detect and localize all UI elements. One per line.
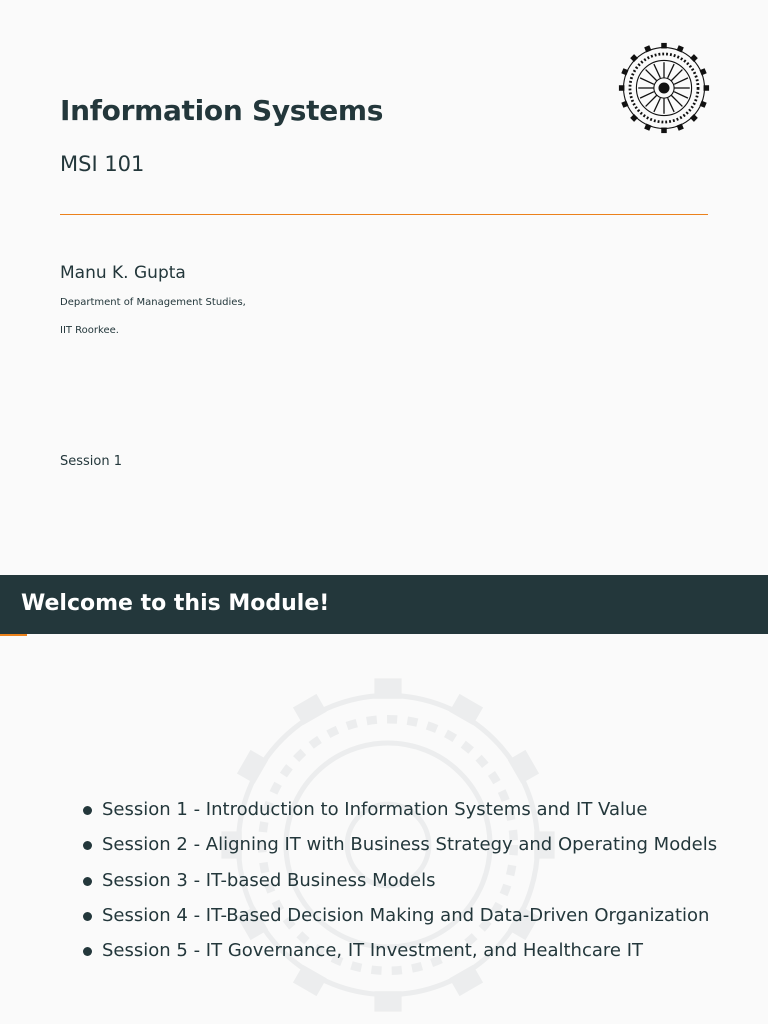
- bullet-icon: [83, 806, 92, 815]
- module-slide: [0, 575, 768, 1024]
- presentation-subtitle: MSI 101: [60, 152, 145, 176]
- frame-title: Welcome to this Module!: [21, 591, 330, 616]
- iit-roorkee-emblem-icon: [618, 42, 710, 134]
- list-item: [80, 827, 717, 862]
- session-item-label: Session 2 - Aligning IT with Business Strategy and Operating Models: [102, 834, 718, 856]
- frame-accent-line: [0, 634, 27, 636]
- title-divider: [60, 214, 708, 215]
- institute-name: IIT Roorkee.: [60, 325, 119, 336]
- bullet-icon: [83, 947, 92, 956]
- presentation-title: Information Systems: [60, 94, 384, 127]
- session-item-label: Session 3 - IT-based Business Models: [102, 869, 436, 891]
- bullet-icon: [83, 912, 92, 921]
- session-item-label: Session 5 - IT Governance, IT Investment, and Healthcare IT: [102, 940, 643, 962]
- list-item: [80, 933, 717, 968]
- session-list: [80, 792, 717, 968]
- list-item: [80, 792, 717, 827]
- bullet-icon: [83, 877, 92, 886]
- session-item-label: Session 4 - IT-Based Decision Making and Data-Driven Organization: [102, 904, 710, 926]
- session-item-label: Session 1 - Introduction to Information Systems and IT Value: [102, 799, 648, 820]
- list-item: [80, 898, 717, 933]
- list-item: [80, 863, 717, 898]
- institute-department: Department of Management Studies,: [60, 297, 246, 308]
- bullet-icon: [83, 841, 92, 850]
- session-date: Session 1: [60, 454, 123, 469]
- author-name: Manu K. Gupta: [60, 263, 186, 283]
- frame-header-bar: [0, 575, 768, 634]
